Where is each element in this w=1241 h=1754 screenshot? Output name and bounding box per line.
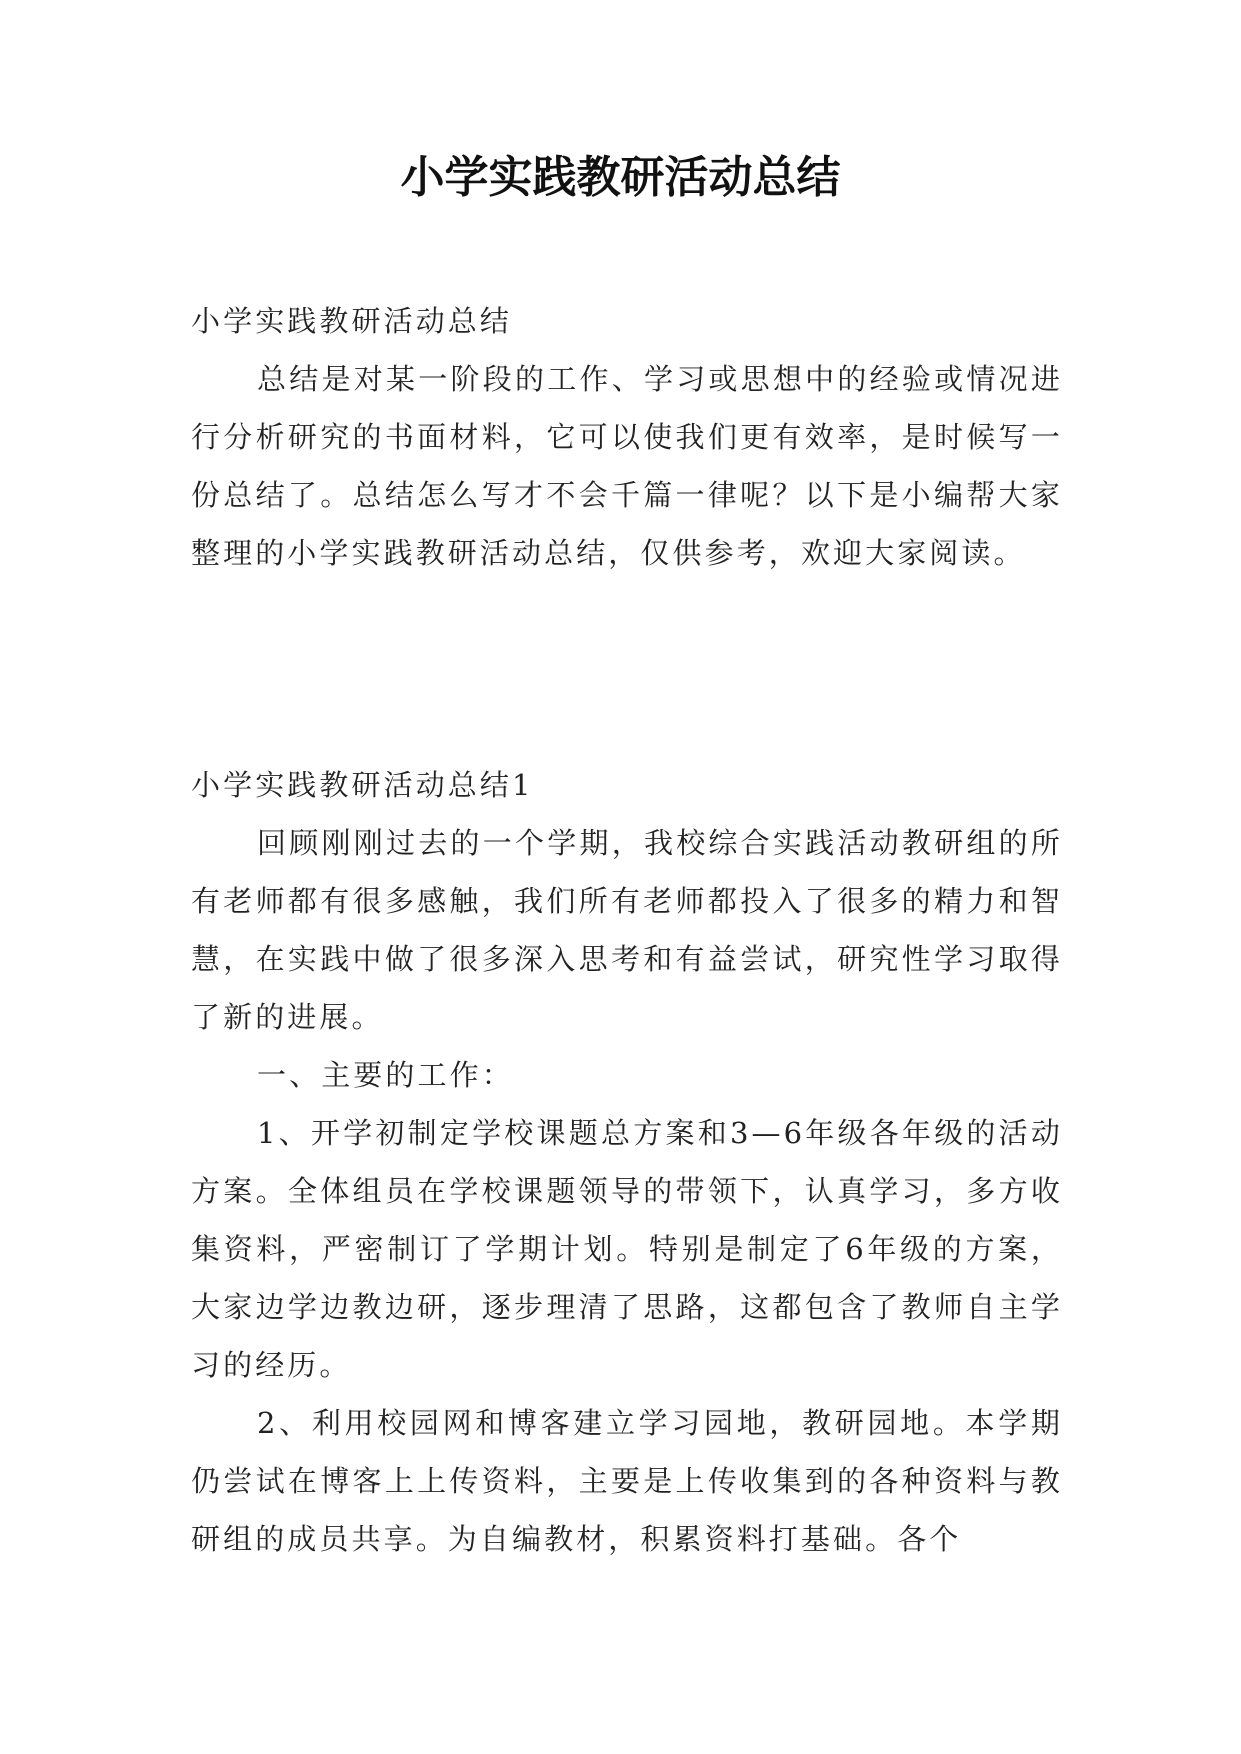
section-heading: 小学实践教研活动总结1 [191, 768, 534, 802]
work-item-2: 2、利用校园网和博客建立学习园地，教研园地。本学期仍尝试在博客上上传资料，主要是上传收集到的各种资料与教研组的成员共享。为自编教材，积累资料打基础。各个 [191, 1406, 1063, 1556]
work-item-1: 1、开学初制定学校课题总方案和3—6年级各年级的活动方案。全体组员在学校课题领导的带领下，认真学习，多方收集资料，严密制订了学期计划。特别是制定了6年级的方案，大家边学边教边研，逐步理清了思路，这都包含了教师自主学习的经历。 [191, 1116, 1063, 1382]
document-subtitle: 小学实践教研活动总结 [191, 304, 513, 338]
intro-paragraph: 总结是对某一阶段的工作、学习或思想中的经验或情况进行分析研究的书面材料，它可以使我们更有效率，是时候写一份总结了。总结怎么写才不会千篇一律呢？以下是小编帮大家整理的小学实践教研活动总结，仅供参考，欢迎大家阅读。 [191, 362, 1063, 570]
document-title: 小学实践教研活动总结 [400, 152, 841, 203]
main-work-heading: 一、主要的工作： [257, 1058, 514, 1092]
document-body [191, 292, 1063, 1568]
section-spacer [191, 582, 1063, 756]
section-paragraph: 回顾刚刚过去的一个学期，我校综合实践活动教研组的所有老师都有很多感触，我们所有老师都投入了很多的精力和智慧，在实践中做了很多深入思考和有益尝试，研究性学习取得了新的进展。 [191, 826, 1063, 1034]
